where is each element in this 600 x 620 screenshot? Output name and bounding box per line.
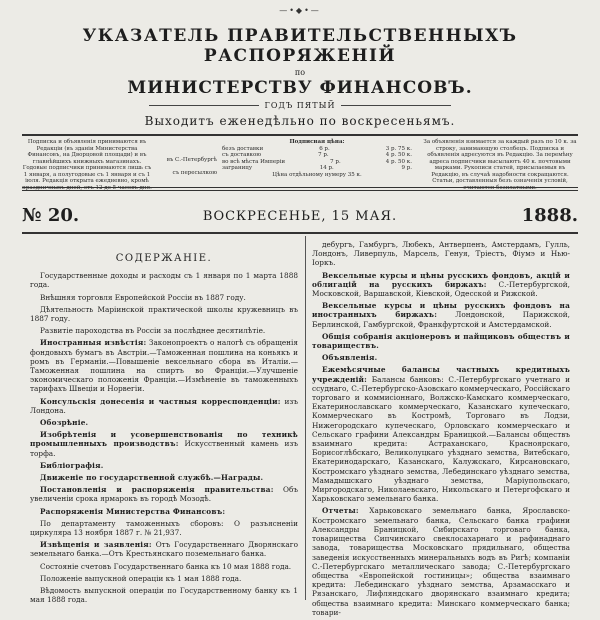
entry-heading: Постановленія и распоряженія правительства: [40,485,274,495]
left-column [30,240,298,608]
contents-entry [30,540,298,558]
subscription-mid-labels [162,157,217,176]
rule-left [149,105,259,106]
entry-text: Состояніе счетовъ Государственнаго банка къ 10 мая 1888 года. [40,561,292,571]
entry-heading: Обозрѣніе. [40,418,89,428]
rule-top [22,134,578,136]
price-label: безъ доставки [222,145,264,152]
entry-text: Искусственный камень изъ торфа. [30,439,298,458]
contents-entry [30,586,298,604]
entry-heading: Вексельные курсы и цѣны русскихъ фондовъ на иностранныхъ биржахъ: [312,301,570,320]
contents-entry [312,301,570,329]
issue-year: 1888. [521,205,578,226]
entry-heading: Консульскія донесенія и частныя корреспонденціи: [40,396,281,406]
price-single-issue: Цѣна отдѣльному нумеру 35 к. [272,171,362,178]
contents-entry [312,332,570,350]
top-ornament: —•◆•— [279,6,321,15]
entry-heading: Иностранныя извѣстія: [40,338,147,348]
contents-entry [312,240,570,268]
entry-text: Объ увеличеніи срока ярмарокъ въ городѣ Мозодѣ. [30,485,298,504]
contents-entry [30,326,298,335]
price-rows [222,146,412,172]
contents-entry [312,506,570,616]
contents-entry [312,353,570,362]
price-year: 7 р. [318,152,329,158]
entry-text: Положеніе выпускной операціи къ 1 мая 1888 года. [40,573,242,583]
entry-text: Лондонской, Парижской, Берлинской, Гамбургской, Франкфуртской и Амстердамской. [312,310,570,329]
entry-heading: Объявленія. [322,353,378,363]
contents-list [30,271,298,604]
price-half: 9 р. [401,165,412,171]
right-column [312,240,570,620]
price-half: 4 р. 50 к. [385,152,412,158]
contents-entry [30,519,298,537]
entry-text: Отъ Государственнаго Дворянскаго земельнаго банка.—Отъ Крестьянскаго поземельнаго банка. [30,540,298,559]
contents-entry [30,485,298,503]
entry-heading: Движеніе по государственной службѣ.—Награды. [40,473,264,483]
entry-text: Государственные доходы и расходы съ 1 января по 1 марта 1888 года. [30,271,298,290]
price-table-heading: Подписная цѣна: [289,139,345,145]
rule-mid-1 [22,187,578,188]
year-label: ГОДЪ ПЯТЫЙ [264,101,336,110]
entry-heading: Общія собранія акціонеровъ и пайщиковъ обществъ и товариществъ. [312,331,570,351]
contents-entry [312,365,570,503]
contents-entry [30,418,298,427]
contents-entry [30,397,298,415]
rule-under-issue [22,232,578,234]
contents-entry [30,430,298,458]
masthead-title: УКАЗАТЕЛЬ ПРАВИТЕЛЬСТВЕННЫХЪ РАСПОРЯЖЕНІЙ [82,26,518,66]
entry-heading: Извѣщенія и заявленія: [40,540,152,550]
contents-list-continued [312,240,570,617]
contents-entry [30,293,298,302]
price-half: 4 р. 50 к. [385,158,412,165]
contents-entry [30,507,298,516]
price-label: заграницу [222,165,253,171]
contents-entry [30,305,298,323]
subscription-left-text: Подписка и объявленія принимаются въ Редакціи (въ зданіи Министерства Финансовъ, на Дворцовой площади) и въ главнѣйшихъ книжныхъ магазинахъ. Годовые подписчики принимаются лишь съ 1 января, а полугодовые съ 1 января и съ 1 іюля. Редакція открыта ежедневно, кромѣ праздничныхъ дней, отъ 12 до 5 часовъ дня. [22,139,152,191]
column-divider [305,236,306,600]
subscription-right-text: За объявленія взимается за каждый разъ по 10 к. за строку, занимающую столбецъ. Подписка и объявленія адресуются въ Редакцію. За перемѣну адреса подписчики высылаютъ 40 к. почтовыми марками. Рукописи статей, присылаемыя въ Редакцію, въ случаѣ надобности сокращаются. Статьи, доставленныя безъ означенія условій, считаются безплатными. [423,139,577,191]
contents-entry [30,461,298,470]
price-year: 6 р. [319,145,330,152]
entry-heading: Ежемѣсячные балансы частныхъ кредитныхъ учрежденій: [312,365,570,384]
entry-text: По департаменту таможенныхъ сборовъ: О разъясненіи циркуляра 13 ноября 1887 г. № 21,937. [30,518,298,538]
price-table [222,139,412,178]
entry-text: дебургъ, Гамбургъ, Любекъ, Антверпенъ, Амстердамъ, Гулль, Лондонъ, Ливерпуль, Марсель, Генуя, Тріестъ, Фіумэ и Нью-Іоркъ. [312,240,570,268]
entry-text: Развитіе пароходства въ Россіи за послѣднее десятилѣтіе. [40,326,266,336]
price-year: 7 р. [330,158,341,165]
entry-heading: Вексельные курсы и цѣны русскихъ фондовъ, акцій и облигацій на русскихъ биржахъ: [312,270,570,289]
rule-mid-2 [22,190,578,191]
price-label: во всѣ мѣста Имперіи [222,158,286,165]
contents-entry [30,574,298,583]
contents-entry [30,271,298,289]
entry-text: Харьковскаго земельнаго банка, Ярославско-Костромскаго земельнаго банка, Сельскаго банка графини Александры Браницкой, Сибирскаго торговаго банка, товарищества Сипчинскаго свеклосахарнаго и рафинаднаго завода, товарищества Московскаго прядильнаго, общества заведенія искусственныхъ минеральныхъ водъ въ Ригѣ; компаніи С.-Петербургскаго металлическаго завода; С.-Петербургскаго общества «Европейской гостиницы»; общества взаимнаго кредита: Лебединскаго уѣзднаго земства, Арзамасскаго и Рязанскаго, Лифляндскаго дворянскаго взаимнаго кредита; общества взаимнаго кредита: Минскаго коммерческаго банка; товари- [312,506,570,617]
issue-row [22,205,578,229]
subscription-info [22,139,578,191]
contents-entry [30,473,298,482]
entry-text: Внѣшняя торговля Европейской Россіи въ 1887 году. [40,292,246,302]
masthead [20,26,580,128]
entry-heading: Отчеты: [322,506,359,516]
contents-entry [30,562,298,571]
rule-right [341,105,451,106]
entry-text: Балансы банковъ: С.-Петербургскаго учетнаго и ссуднаго, С.-Петербургско-Азовскаго коммерческаго, Россійскаго торговаго и коммисіоннаго, Волжско-Камскаго коммерческаго, Екатеринославскаго коммерческаго, Казанскаго купеческаго, Коммерческаго въ Костромѣ, Торговаго въ Лодзи, Нижегородскаго купеческаго, Орловскаго коммерческаго и Сельскаго графини Александры Браницкой.—Балансы обществъ взаимнаго кредита: Астраханскаго, Красноярскаго, Борисоглѣбскаго, Великолуцкаго уѣзднаго земства, Витебскаго, Екатеринодарскаго, Казанскаго, Калужскаго, Кирсановскаго, Костромскаго уѣзднаго земства, Лебединскаго уѣзднаго земства, Мамадышскаго уѣзднаго земства, Маріупольскаго, Миргородскаго, Николаевскаго, Никольскаго и Петергофскаго и Харьковскаго земельнаго банка. [312,374,570,504]
masthead-ministry: МИНИСТЕРСТВУ ФИНАНСОВЪ. [127,78,473,98]
contents-heading: СОДЕРЖАНІЕ. [115,253,213,264]
entry-text: Законопроектъ о налогѣ съ обращенія фондовыхъ бумагъ въ Австріи.—Таможенная пошлина на коньякъ и ромъ въ Германіи.—Повышеніе вексельнаго сбора въ Италіи.—Таможенная пошлина на спиртъ во Франціи.—Улучшеніе экономическаго положенія Франціи.—Измѣненіе въ таможенныхъ тарифахъ Швеціи и Норвегіи. [30,338,298,394]
entry-heading: Распоряженія Министерства Финансовъ: [40,506,226,516]
entry-heading: Библіографія. [40,460,104,470]
entry-heading: Изобрѣтенія и усовершенствованія по техникѣ промышленныхъ производствъ: [30,430,298,449]
entry-text: Вѣдомость выпускной операціи по Государственному банку къ 1 мая 1888 года. [30,586,298,605]
weekly-note: Выходитъ еженедѣльно по воскресеньямъ. [144,114,456,128]
entry-text: изъ Лондона. [30,396,298,415]
label-spb: въ С.-Петербургѣ [166,157,217,163]
masthead-po: по [294,68,306,77]
price-label: съ доставкою [222,152,262,158]
entry-text: С.-Петербургской, Московской, Варшавской, Кіевской, Одесской и Рижской. [312,279,570,299]
entry-text: Дѣятельность Маріинской практической школы кружевницъ въ 1887 году. [30,304,298,324]
issue-date: ВОСКРЕСЕНЬЕ, 15 МАЯ. [202,209,398,224]
label-postage: съ пересылкою [172,169,217,176]
contents-entry [30,338,298,393]
contents-entry [312,271,570,299]
price-half: 3 р. 75 к. [385,145,412,152]
price-year: 14 р. [319,165,334,171]
year-row [20,101,580,110]
issue-number: № 20. [22,205,80,226]
